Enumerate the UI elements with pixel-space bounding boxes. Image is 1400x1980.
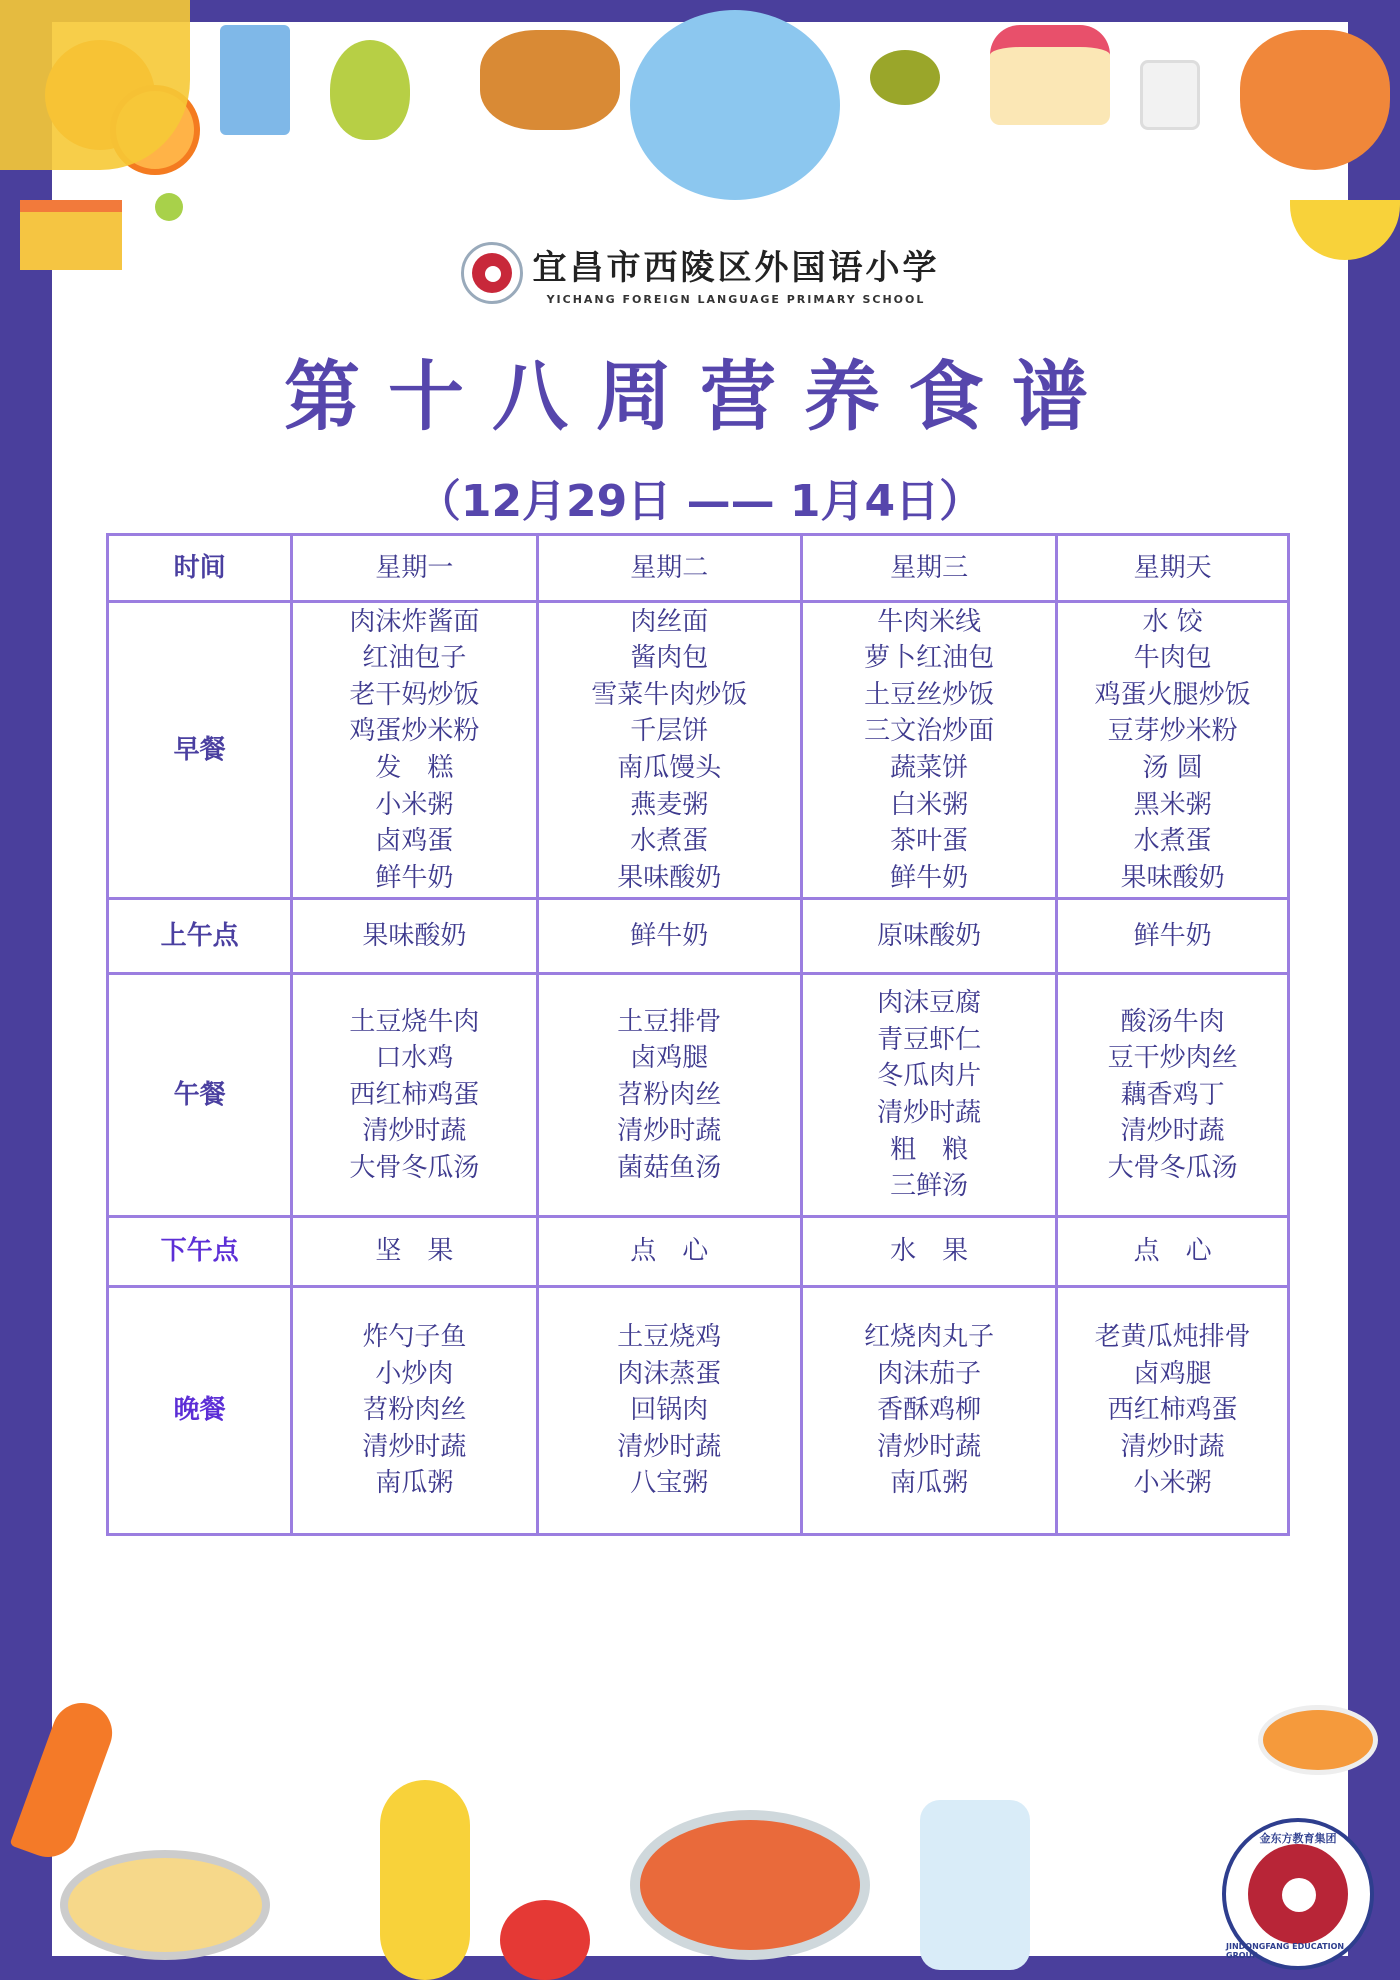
- dumplings-plate-illustration: [1258, 1705, 1378, 1775]
- dish-item: 炸勺子鱼: [362, 1322, 467, 1353]
- dish-item: 鲜牛奶: [375, 862, 454, 893]
- dish-item: 水 饺: [1142, 606, 1203, 637]
- yogurt-cup-illustration: [1140, 60, 1200, 130]
- dish-item: 小炒肉: [375, 1358, 454, 1389]
- dish-item: 苕粉肉丝: [617, 1079, 722, 1110]
- dish-item: 果味酸奶: [617, 862, 722, 893]
- dish-item: 清炒时蔬: [617, 1116, 722, 1147]
- dish-item: 大骨冬瓜汤: [1107, 1152, 1238, 1183]
- dish-item: 八宝粥: [630, 1468, 709, 1499]
- dish-item: 粗 粮: [890, 1134, 969, 1165]
- dish-item: 卤鸡蛋: [375, 826, 454, 857]
- dish-item: 土豆烧鸡: [617, 1322, 722, 1353]
- dish-item: 汤 圆: [1142, 753, 1203, 783]
- dish-item: 豆干炒肉丝: [1107, 1043, 1238, 1074]
- row-afternoon-snack: [108, 1217, 1289, 1287]
- dish-item: 鲜牛奶: [1133, 920, 1212, 951]
- rice-bowl-illustration: [1240, 30, 1390, 170]
- menu-cell: [537, 974, 801, 1217]
- header-row: [108, 535, 1289, 602]
- header-tuesday: 星期二: [537, 535, 801, 602]
- dish-item: 回锅肉: [630, 1395, 709, 1426]
- noodle-bowl-illustration: [630, 1810, 870, 1960]
- dumpling-basket-illustration: [480, 30, 620, 130]
- meal-label: 早餐: [108, 602, 292, 899]
- date-range: （12月29日 —— 1月4日）: [416, 476, 984, 527]
- dish-item: 牛肉米线: [877, 606, 982, 637]
- dish-item: 水煮蛋: [630, 826, 709, 857]
- menu-cell: [802, 1287, 1057, 1535]
- page-header: [0, 240, 1400, 529]
- dish-item: 土豆烧牛肉: [349, 1006, 480, 1037]
- dish-item: 肉沫蒸蛋: [617, 1358, 722, 1389]
- dish-item: 南瓜馒头: [617, 753, 722, 783]
- dish-item: 土豆排骨: [617, 1006, 722, 1037]
- dish-item: 口水鸡: [375, 1043, 454, 1074]
- dish-item: 鲜牛奶: [630, 920, 709, 951]
- menu-cell: [292, 974, 537, 1217]
- dish-item: 豆芽炒米粉: [1107, 716, 1238, 747]
- dish-item: 西红柿鸡蛋: [349, 1079, 480, 1110]
- milk-jug-illustration: [920, 1800, 1030, 1970]
- menu-cell: [292, 602, 537, 899]
- olive-branch-illustration: [870, 50, 940, 105]
- menu-cell: [537, 1217, 801, 1287]
- dish-item: 黑米粥: [1133, 789, 1212, 820]
- dish-item: 清炒时蔬: [1120, 1116, 1225, 1147]
- dish-item: 蔬菜饼: [890, 753, 969, 783]
- dish-item: 燕麦粥: [630, 789, 709, 820]
- row-breakfast: [108, 602, 1289, 899]
- header-wednesday: 星期三: [802, 535, 1057, 602]
- menu-cell: [1057, 974, 1289, 1217]
- dish-item: 三鲜汤: [890, 1171, 969, 1202]
- noodle-plate-illustration: [60, 1850, 270, 1960]
- menu-cell: [1057, 1287, 1289, 1535]
- dish-item: 点 心: [630, 1236, 709, 1267]
- meal-label: 下午点: [108, 1217, 292, 1287]
- school-emblem-icon: [461, 242, 523, 304]
- header-monday: 星期一: [292, 535, 537, 602]
- dish-item: 清炒时蔬: [877, 1098, 982, 1128]
- dish-item: 原味酸奶: [877, 920, 982, 951]
- dish-item: 香酥鸡柳: [877, 1395, 982, 1426]
- meal-label: 晚餐: [108, 1287, 292, 1535]
- dish-item: 清炒时蔬: [617, 1431, 722, 1462]
- dish-item: 点 心: [1133, 1236, 1212, 1267]
- dish-item: 肉沫茄子: [877, 1358, 982, 1389]
- dish-item: 红油包子: [362, 643, 467, 674]
- dish-item: 土豆丝炒饭: [864, 679, 995, 710]
- dish-item: 肉丝面: [630, 606, 709, 637]
- menu-cell: [802, 899, 1057, 974]
- dish-item: 南瓜粥: [375, 1468, 454, 1499]
- flame-emblem-icon: [1248, 1844, 1348, 1944]
- dish-item: 藕香鸡丁: [1120, 1079, 1225, 1110]
- dish-item: 卤鸡腿: [1133, 1358, 1212, 1389]
- jindongfang-logo: [1222, 1818, 1374, 1970]
- meal-label: 午餐: [108, 974, 292, 1217]
- dish-item: 卤鸡腿: [630, 1043, 709, 1074]
- dish-item: 发 糕: [375, 753, 454, 783]
- row-dinner: [108, 1287, 1289, 1535]
- dish-item: 冬瓜肉片: [877, 1061, 982, 1092]
- school-logo-row: [0, 240, 1400, 306]
- corn-illustration: [380, 1780, 470, 1980]
- menu-table: [106, 533, 1290, 1536]
- pear-illustration: [330, 40, 410, 140]
- dish-item: 酸汤牛肉: [1120, 1006, 1225, 1037]
- dish-item: 清炒时蔬: [877, 1431, 982, 1462]
- dish-item: 西红柿鸡蛋: [1107, 1395, 1238, 1426]
- dish-item: 肉沫炸酱面: [349, 606, 480, 637]
- menu-cell: [802, 1217, 1057, 1287]
- airplane-boy-illustration: [630, 10, 840, 200]
- dish-item: 小米粥: [375, 789, 454, 820]
- green-pea-illustration: [155, 193, 183, 221]
- header-time: 时间: [108, 535, 292, 602]
- dish-item: 水煮蛋: [1133, 826, 1212, 857]
- menu-cell: [802, 602, 1057, 899]
- dish-item: 果味酸奶: [1120, 862, 1225, 893]
- dish-item: 萝卜红油包: [864, 643, 995, 674]
- page-title: 第十八周营养食谱: [284, 352, 1116, 441]
- dish-item: 大骨冬瓜汤: [349, 1152, 480, 1183]
- tomato-illustration: [500, 1900, 590, 1980]
- dish-item: 清炒时蔬: [1120, 1431, 1225, 1462]
- school-name-cn: 宜昌市西陵区外国语小学: [532, 248, 940, 288]
- menu-cell: [537, 899, 801, 974]
- yellow-corner-decoration: [0, 0, 190, 170]
- dish-item: 三文治炒面: [864, 716, 995, 747]
- dish-item: 老黄瓜炖排骨: [1094, 1322, 1251, 1353]
- dish-item: 雪菜牛肉炒饭: [591, 679, 748, 710]
- dish-item: 鸡蛋炒米粉: [349, 716, 480, 747]
- brand-name-cn: 金东方教育集团: [1259, 1832, 1337, 1845]
- menu-cell: [292, 1287, 537, 1535]
- row-morning-snack: [108, 899, 1289, 974]
- menu-cell: [537, 1287, 801, 1535]
- menu-cell: [1057, 602, 1289, 899]
- dish-item: 老干妈炒饭: [349, 679, 480, 710]
- brand-name-en: JINDONGFANG EDUCATION GROUP: [1226, 1942, 1345, 1960]
- dish-item: 白米粥: [890, 789, 969, 820]
- dish-item: 千层饼: [630, 716, 709, 747]
- row-lunch: [108, 974, 1289, 1217]
- pudding-illustration: [990, 25, 1110, 125]
- milk-carton-illustration: [220, 25, 290, 135]
- dish-item: 清炒时蔬: [362, 1116, 467, 1147]
- dish-item: 小米粥: [1133, 1468, 1212, 1499]
- meal-label: 上午点: [108, 899, 292, 974]
- dish-item: 牛肉包: [1133, 643, 1212, 674]
- dish-item: 鲜牛奶: [890, 862, 969, 893]
- dish-item: 坚 果: [375, 1236, 454, 1267]
- menu-cell: [1057, 899, 1289, 974]
- dish-item: 鸡蛋火腿炒饭: [1094, 679, 1251, 710]
- dish-item: 红烧肉丸子: [864, 1322, 995, 1353]
- menu-cell: [292, 1217, 537, 1287]
- dish-item: 茶叶蛋: [890, 826, 969, 857]
- dish-item: 清炒时蔬: [362, 1431, 467, 1462]
- dish-item: 南瓜粥: [890, 1468, 969, 1499]
- dish-item: 水 果: [890, 1236, 969, 1267]
- school-name-en: YICHANG FOREIGN LANGUAGE PRIMARY SCHOOL: [546, 293, 926, 306]
- dish-item: 酱肉包: [630, 643, 709, 674]
- dish-item: 青豆虾仁: [877, 1024, 982, 1055]
- header-sunday: 星期天: [1057, 535, 1289, 602]
- menu-cell: [1057, 1217, 1289, 1287]
- menu-cell: [292, 899, 537, 974]
- dish-item: 肉沫豆腐: [877, 988, 982, 1019]
- dish-item: 菌菇鱼汤: [617, 1152, 722, 1183]
- menu-cell: [802, 974, 1057, 1217]
- dish-item: 苕粉肉丝: [362, 1395, 467, 1426]
- dish-item: 果味酸奶: [362, 920, 467, 951]
- menu-cell: [537, 602, 801, 899]
